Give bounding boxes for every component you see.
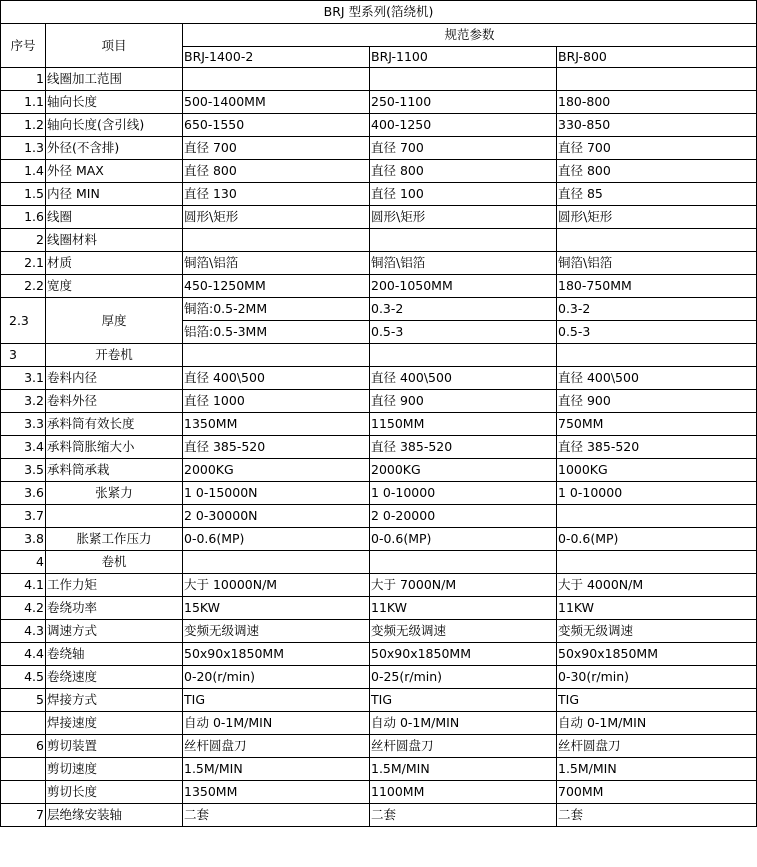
row-value-model-3: 丝杆圆盘刀 — [557, 735, 757, 758]
row-value-model-3: 1 0-10000 — [557, 482, 757, 505]
row-value-model-3: 330-850 — [557, 114, 757, 137]
row-value-model-2: 0.5-3 — [370, 321, 557, 344]
row-item: 剪切装置 — [46, 735, 183, 758]
row-value-model-2: 1100MM — [370, 781, 557, 804]
row-value-model-2: 0-25(r/min) — [370, 666, 557, 689]
row-value-model-1: 铜箔:0.5-2MM — [183, 298, 370, 321]
table-row — [1, 298, 757, 321]
row-seq: 1.6 — [1, 206, 46, 229]
row-value-model-1: 0-20(r/min) — [183, 666, 370, 689]
row-seq: 4.5 — [1, 666, 46, 689]
row-value-model-1 — [183, 68, 370, 91]
row-value-model-3 — [557, 229, 757, 252]
row-value-model-3: 180-800 — [557, 91, 757, 114]
row-item: 承料筒胀缩大小 — [46, 436, 183, 459]
row-seq: 3.3 — [1, 413, 46, 436]
row-value-model-1: 1.5M/MIN — [183, 758, 370, 781]
row-value-model-2 — [370, 68, 557, 91]
row-item: 焊接速度 — [46, 712, 183, 735]
table-row — [1, 620, 757, 643]
table-row — [1, 160, 757, 183]
table-row — [1, 459, 757, 482]
row-item: 外径(不含排) — [46, 137, 183, 160]
header-model-3: BRJ-800 — [557, 47, 757, 68]
row-seq: 4.1 — [1, 574, 46, 597]
row-value-model-2: TIG — [370, 689, 557, 712]
row-item: 调速方式 — [46, 620, 183, 643]
row-value-model-3: 直径 700 — [557, 137, 757, 160]
row-value-model-1: 0-0.6(MP) — [183, 528, 370, 551]
table-row — [1, 275, 757, 298]
row-value-model-1: 直径 800 — [183, 160, 370, 183]
table-row — [1, 689, 757, 712]
row-value-model-1: 变频无级调速 — [183, 620, 370, 643]
row-seq: 3.2 — [1, 390, 46, 413]
row-value-model-2: 11KW — [370, 597, 557, 620]
row-value-model-2: 自动 0-1M/MIN — [370, 712, 557, 735]
row-value-model-3: 直径 400\500 — [557, 367, 757, 390]
row-item: 轴向长度(含引线) — [46, 114, 183, 137]
row-seq: 1 — [1, 68, 46, 91]
row-value-model-3: 大于 4000N/M — [557, 574, 757, 597]
row-value-model-3: 0-0.6(MP) — [557, 528, 757, 551]
row-value-model-1: 450-1250MM — [183, 275, 370, 298]
row-item: 开卷机 — [46, 344, 183, 367]
row-seq: 1.4 — [1, 160, 46, 183]
row-value-model-3: 700MM — [557, 781, 757, 804]
header-seq: 序号 — [1, 24, 46, 68]
row-seq: 1.2 — [1, 114, 46, 137]
row-seq: 3.5 — [1, 459, 46, 482]
row-item: 内径 MIN — [46, 183, 183, 206]
table-row — [1, 114, 757, 137]
row-seq: 7 — [1, 804, 46, 827]
row-item: 卷绕轴 — [46, 643, 183, 666]
row-seq: 4.2 — [1, 597, 46, 620]
row-value-model-1: 大于 10000N/M — [183, 574, 370, 597]
row-value-model-3: 铜箔\铝箔 — [557, 252, 757, 275]
table-row — [1, 68, 757, 91]
row-seq: 1.3 — [1, 137, 46, 160]
row-value-model-2: 直径 100 — [370, 183, 557, 206]
row-value-model-1 — [183, 229, 370, 252]
table-row — [1, 436, 757, 459]
row-value-model-2: 2 0-20000 — [370, 505, 557, 528]
table-row — [1, 804, 757, 827]
row-seq: 3.1 — [1, 367, 46, 390]
row-item: 线圈材料 — [46, 229, 183, 252]
table-row — [1, 229, 757, 252]
row-value-model-1: 15KW — [183, 597, 370, 620]
table-row — [1, 344, 757, 367]
table-row — [1, 666, 757, 689]
row-value-model-2: 0.3-2 — [370, 298, 557, 321]
row-value-model-3: 0.3-2 — [557, 298, 757, 321]
row-item: 材质 — [46, 252, 183, 275]
row-value-model-1: TIG — [183, 689, 370, 712]
row-value-model-1: 直径 700 — [183, 137, 370, 160]
table-row — [1, 735, 757, 758]
header-item: 项目 — [46, 24, 183, 68]
table-row — [1, 574, 757, 597]
row-item: 剪切长度 — [46, 781, 183, 804]
row-value-model-1: 直径 130 — [183, 183, 370, 206]
table-title: BRJ 型系列(箔绕机) — [1, 1, 757, 24]
row-value-model-3: 变频无级调速 — [557, 620, 757, 643]
row-value-model-3 — [557, 68, 757, 91]
row-item: 线圈 — [46, 206, 183, 229]
row-seq: 3 — [1, 344, 46, 367]
row-seq — [1, 781, 46, 804]
row-value-model-2: 200-1050MM — [370, 275, 557, 298]
table-row — [1, 482, 757, 505]
row-item: 卷料外径 — [46, 390, 183, 413]
table-row — [1, 390, 757, 413]
row-value-model-1: 圆形\矩形 — [183, 206, 370, 229]
row-value-model-3: 180-750MM — [557, 275, 757, 298]
row-value-model-3 — [557, 344, 757, 367]
row-seq: 6 — [1, 735, 46, 758]
row-seq: 3.4 — [1, 436, 46, 459]
table-row — [1, 183, 757, 206]
table-row — [1, 528, 757, 551]
row-item: 卷机 — [46, 551, 183, 574]
row-item: 宽度 — [46, 275, 183, 298]
row-value-model-1: 丝杆圆盘刀 — [183, 735, 370, 758]
row-seq: 1.5 — [1, 183, 46, 206]
table-row — [1, 597, 757, 620]
row-value-model-3: 直径 385-520 — [557, 436, 757, 459]
row-value-model-2: 直径 900 — [370, 390, 557, 413]
row-value-model-3: 1.5M/MIN — [557, 758, 757, 781]
row-item: 卷绕速度 — [46, 666, 183, 689]
row-value-model-3 — [557, 505, 757, 528]
header-model-2: BRJ-1100 — [370, 47, 557, 68]
row-seq: 2 — [1, 229, 46, 252]
row-value-model-3: 750MM — [557, 413, 757, 436]
row-value-model-1: 直径 385-520 — [183, 436, 370, 459]
row-seq: 2.3 — [1, 298, 46, 344]
row-value-model-2 — [370, 229, 557, 252]
table-row — [1, 712, 757, 735]
row-item: 承料筒有效长度 — [46, 413, 183, 436]
row-value-model-3: TIG — [557, 689, 757, 712]
row-seq: 4.4 — [1, 643, 46, 666]
row-item: 张紧力 — [46, 482, 183, 505]
row-value-model-2: 大于 7000N/M — [370, 574, 557, 597]
table-row — [1, 781, 757, 804]
row-seq — [1, 712, 46, 735]
row-value-model-2: 直径 385-520 — [370, 436, 557, 459]
row-seq: 4 — [1, 551, 46, 574]
row-item: 工作力矩 — [46, 574, 183, 597]
row-value-model-1: 直径 400\500 — [183, 367, 370, 390]
row-item: 厚度 — [46, 298, 183, 344]
table-row — [1, 206, 757, 229]
row-seq: 2.1 — [1, 252, 46, 275]
row-item: 卷绕功率 — [46, 597, 183, 620]
table-row — [1, 91, 757, 114]
row-value-model-1: 铝箔:0.5-3MM — [183, 321, 370, 344]
row-value-model-3: 1000KG — [557, 459, 757, 482]
row-seq: 3.7 — [1, 505, 46, 528]
row-seq: 4.3 — [1, 620, 46, 643]
row-value-model-2 — [370, 344, 557, 367]
row-value-model-1: 铜箔\铝箔 — [183, 252, 370, 275]
row-value-model-1: 2000KG — [183, 459, 370, 482]
row-value-model-3: 二套 — [557, 804, 757, 827]
row-value-model-2: 400-1250 — [370, 114, 557, 137]
row-value-model-1: 1 0-15000N — [183, 482, 370, 505]
row-value-model-1: 自动 0-1M/MIN — [183, 712, 370, 735]
row-item: 轴向长度 — [46, 91, 183, 114]
row-value-model-1: 500-1400MM — [183, 91, 370, 114]
row-value-model-3: 11KW — [557, 597, 757, 620]
row-item: 卷料内径 — [46, 367, 183, 390]
row-item: 胀紧工作压力 — [46, 528, 183, 551]
header-model-1: BRJ-1400-2 — [183, 47, 370, 68]
row-value-model-1: 1350MM — [183, 413, 370, 436]
table-row — [1, 505, 757, 528]
row-value-model-2: 250-1100 — [370, 91, 557, 114]
row-value-model-2: 直径 400\500 — [370, 367, 557, 390]
row-item: 剪切速度 — [46, 758, 183, 781]
row-value-model-2: 50x90x1850MM — [370, 643, 557, 666]
row-value-model-1: 650-1550 — [183, 114, 370, 137]
row-value-model-3: 0.5-3 — [557, 321, 757, 344]
row-value-model-2: 圆形\矩形 — [370, 206, 557, 229]
table-row — [1, 643, 757, 666]
row-value-model-1: 二套 — [183, 804, 370, 827]
row-value-model-3: 0-30(r/min) — [557, 666, 757, 689]
row-item — [46, 505, 183, 528]
row-value-model-2: 1150MM — [370, 413, 557, 436]
table-row — [1, 137, 757, 160]
row-value-model-3: 直径 900 — [557, 390, 757, 413]
row-value-model-1 — [183, 551, 370, 574]
row-value-model-3: 直径 800 — [557, 160, 757, 183]
row-value-model-1: 直径 1000 — [183, 390, 370, 413]
row-seq — [1, 758, 46, 781]
table-row — [1, 252, 757, 275]
row-value-model-2: 铜箔\铝箔 — [370, 252, 557, 275]
row-value-model-2: 丝杆圆盘刀 — [370, 735, 557, 758]
row-value-model-2: 2000KG — [370, 459, 557, 482]
row-value-model-3: 50x90x1850MM — [557, 643, 757, 666]
row-item: 承料筒承栽 — [46, 459, 183, 482]
row-value-model-2: 二套 — [370, 804, 557, 827]
row-value-model-3 — [557, 551, 757, 574]
row-value-model-2: 1.5M/MIN — [370, 758, 557, 781]
row-seq: 1.1 — [1, 91, 46, 114]
row-seq: 2.2 — [1, 275, 46, 298]
row-value-model-2: 1 0-10000 — [370, 482, 557, 505]
row-value-model-1: 50x90x1850MM — [183, 643, 370, 666]
row-seq: 5 — [1, 689, 46, 712]
row-item: 焊接方式 — [46, 689, 183, 712]
header-params: 规范参数 — [183, 24, 757, 47]
table-row — [1, 413, 757, 436]
row-value-model-2: 直径 800 — [370, 160, 557, 183]
row-value-model-3: 圆形\矩形 — [557, 206, 757, 229]
row-value-model-3: 直径 85 — [557, 183, 757, 206]
row-value-model-1 — [183, 344, 370, 367]
row-value-model-2 — [370, 551, 557, 574]
row-value-model-2: 变频无级调速 — [370, 620, 557, 643]
row-seq: 3.8 — [1, 528, 46, 551]
row-item: 线圈加工范围 — [46, 68, 183, 91]
row-item: 外径 MAX — [46, 160, 183, 183]
row-value-model-1: 1350MM — [183, 781, 370, 804]
table-row — [1, 367, 757, 390]
row-value-model-2: 直径 700 — [370, 137, 557, 160]
row-value-model-3: 自动 0-1M/MIN — [557, 712, 757, 735]
row-value-model-1: 2 0-30000N — [183, 505, 370, 528]
row-seq: 3.6 — [1, 482, 46, 505]
table-row — [1, 758, 757, 781]
table-row — [1, 551, 757, 574]
row-value-model-2: 0-0.6(MP) — [370, 528, 557, 551]
row-item: 层绝缘安装轴 — [46, 804, 183, 827]
